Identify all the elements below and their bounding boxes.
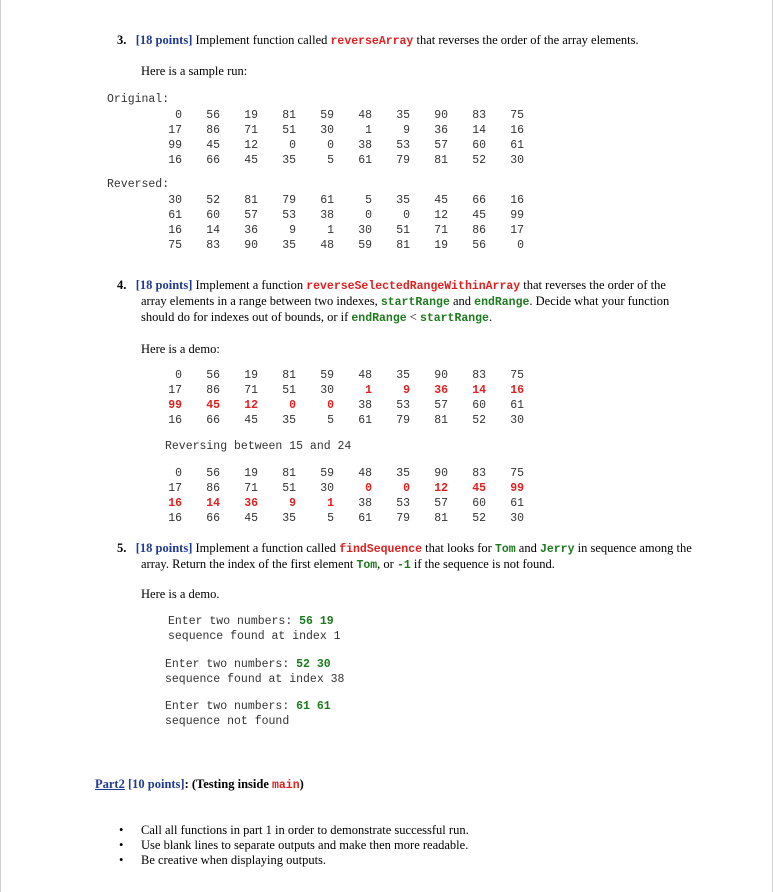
array-cell: 71 bbox=[434, 224, 448, 237]
question-text: , or bbox=[377, 557, 397, 571]
array-cell: 75 bbox=[510, 369, 524, 382]
array-cell: 0 bbox=[289, 399, 296, 412]
question-text: Implement a function bbox=[195, 278, 307, 292]
negative-one-keyword: -1 bbox=[396, 559, 411, 572]
array-cell: 86 bbox=[472, 224, 486, 237]
bullet-icon: • bbox=[119, 823, 124, 837]
array-cell: 99 bbox=[510, 482, 524, 495]
points-label: [18 points] bbox=[135, 541, 193, 555]
array-cell: 17 bbox=[168, 124, 182, 137]
start-range-keyword: startRange bbox=[380, 296, 450, 309]
array-cell: 45 bbox=[206, 139, 220, 152]
array-cell: 99 bbox=[510, 209, 524, 222]
array-cell: 0 bbox=[175, 467, 182, 480]
part2-title: Part2 bbox=[95, 777, 125, 791]
array-cell: 71 bbox=[244, 482, 258, 495]
less-than-sign: < bbox=[406, 310, 420, 324]
array-cell: 16 bbox=[168, 414, 182, 427]
array-cell: 9 bbox=[403, 384, 410, 397]
jerry-keyword: Jerry bbox=[539, 543, 575, 556]
array-cell: 61 bbox=[510, 139, 524, 152]
bullet-text: Call all functions in part 1 in order to demonstrate successful run. bbox=[141, 823, 469, 837]
array-cell: 75 bbox=[510, 109, 524, 122]
run-3-prompt bbox=[165, 700, 331, 713]
array-cell: 75 bbox=[168, 239, 182, 252]
array-cell: 81 bbox=[434, 414, 448, 427]
function-name: findSequence bbox=[339, 543, 423, 556]
array-cell: 12 bbox=[244, 139, 258, 152]
array-cell: 5 bbox=[327, 512, 334, 525]
array-cell: 45 bbox=[244, 414, 258, 427]
points-label: [10 points] bbox=[124, 777, 185, 791]
question-5-heading bbox=[117, 541, 692, 556]
array-cell: 53 bbox=[396, 399, 410, 412]
bullet-text: Be creative when displaying outputs. bbox=[141, 853, 327, 867]
function-name: reverseArray bbox=[330, 35, 414, 48]
array-cell: 38 bbox=[358, 497, 372, 510]
demo-label: Here is a demo. bbox=[141, 587, 220, 601]
array-cell: 81 bbox=[282, 369, 296, 382]
array-cell: 0 bbox=[403, 482, 410, 495]
array-cell: 35 bbox=[396, 109, 410, 122]
tom-keyword: Tom bbox=[494, 543, 516, 556]
function-name: reverseSelectedRangeWithinArray bbox=[306, 280, 521, 293]
array-cell: 1 bbox=[327, 497, 334, 510]
user-input: 56 19 bbox=[299, 615, 334, 628]
bullet-item bbox=[119, 853, 327, 868]
run-1-result: sequence found at index 1 bbox=[168, 630, 341, 643]
array-cell: 30 bbox=[510, 414, 524, 427]
bullet-item bbox=[119, 838, 469, 853]
user-input: 52 30 bbox=[296, 658, 331, 671]
array-cell: 83 bbox=[472, 109, 486, 122]
array-cell: 1 bbox=[365, 384, 372, 397]
prompt-text: Enter two numbers: bbox=[165, 700, 297, 713]
array-cell: 99 bbox=[168, 139, 182, 152]
array-cell: 57 bbox=[434, 139, 448, 152]
array-cell: 61 bbox=[358, 512, 372, 525]
question-text: that reverses the order of the array elements. bbox=[413, 33, 639, 47]
main-keyword: main bbox=[272, 779, 300, 792]
array-cell: 90 bbox=[434, 467, 448, 480]
array-cell: 9 bbox=[289, 497, 296, 510]
array-cell: 38 bbox=[358, 399, 372, 412]
array-cell: 36 bbox=[244, 224, 258, 237]
array-cell: 14 bbox=[472, 124, 486, 137]
array-cell: 52 bbox=[472, 512, 486, 525]
array-cell: 79 bbox=[282, 194, 296, 207]
question-3-heading bbox=[117, 33, 639, 48]
array-cell: 48 bbox=[320, 239, 334, 252]
array-cell: 81 bbox=[244, 194, 258, 207]
start-range-keyword: startRange bbox=[419, 312, 489, 325]
array-cell: 75 bbox=[510, 467, 524, 480]
array-cell: 9 bbox=[403, 124, 410, 137]
part2-heading bbox=[95, 777, 304, 792]
array-cell: 56 bbox=[206, 467, 220, 480]
array-cell: 1 bbox=[365, 124, 372, 137]
array-cell: 81 bbox=[282, 109, 296, 122]
array-cell: 1 bbox=[327, 224, 334, 237]
array-cell: 0 bbox=[289, 139, 296, 152]
array-cell: 17 bbox=[510, 224, 524, 237]
array-cell: 57 bbox=[434, 399, 448, 412]
array-cell: 45 bbox=[244, 154, 258, 167]
page-left-border bbox=[0, 0, 1, 892]
close-paren: ) bbox=[299, 777, 304, 791]
array-cell: 45 bbox=[434, 194, 448, 207]
question-text: should do for indexes out of bounds, or if bbox=[141, 310, 352, 324]
array-cell: 60 bbox=[472, 139, 486, 152]
original-label: Original: bbox=[107, 93, 170, 106]
array-cell: 86 bbox=[206, 482, 220, 495]
array-cell: 60 bbox=[206, 209, 220, 222]
array-cell: 5 bbox=[365, 194, 372, 207]
question-number: 5. bbox=[117, 541, 127, 555]
array-cell: 16 bbox=[168, 154, 182, 167]
array-cell: 61 bbox=[168, 209, 182, 222]
array-cell: 14 bbox=[206, 224, 220, 237]
array-cell: 48 bbox=[358, 467, 372, 480]
array-cell: 0 bbox=[175, 369, 182, 382]
array-cell: 52 bbox=[472, 154, 486, 167]
array-cell: 99 bbox=[168, 399, 182, 412]
array-cell: 52 bbox=[472, 414, 486, 427]
array-cell: 30 bbox=[320, 384, 334, 397]
array-cell: 56 bbox=[206, 109, 220, 122]
array-cell: 81 bbox=[434, 154, 448, 167]
before-array-grid bbox=[144, 368, 524, 428]
array-cell: 86 bbox=[206, 384, 220, 397]
array-cell: 35 bbox=[396, 194, 410, 207]
array-cell: 0 bbox=[327, 399, 334, 412]
reversed-array-grid bbox=[144, 193, 524, 253]
array-cell: 36 bbox=[244, 497, 258, 510]
array-cell: 90 bbox=[434, 369, 448, 382]
question-text: array elements in a range between two indexes, bbox=[141, 294, 381, 308]
array-cell: 35 bbox=[282, 512, 296, 525]
array-cell: 61 bbox=[358, 154, 372, 167]
array-cell: 81 bbox=[434, 512, 448, 525]
array-cell: 45 bbox=[244, 512, 258, 525]
question-number: 4. bbox=[117, 278, 127, 292]
question-text: array. Return the index of the first element bbox=[141, 557, 357, 571]
array-cell: 53 bbox=[396, 139, 410, 152]
array-cell: 83 bbox=[472, 369, 486, 382]
after-array-grid bbox=[144, 466, 524, 526]
array-cell: 56 bbox=[472, 239, 486, 252]
array-cell: 35 bbox=[396, 467, 410, 480]
run-1-prompt bbox=[168, 615, 334, 628]
array-cell: 38 bbox=[358, 139, 372, 152]
question-text: and bbox=[515, 541, 540, 555]
array-cell: 51 bbox=[282, 384, 296, 397]
array-cell: 59 bbox=[320, 369, 334, 382]
array-cell: 36 bbox=[434, 384, 448, 397]
array-cell: 14 bbox=[472, 384, 486, 397]
array-cell: 79 bbox=[396, 414, 410, 427]
array-cell: 30 bbox=[168, 194, 182, 207]
bullet-item bbox=[119, 823, 469, 838]
array-cell: 56 bbox=[206, 369, 220, 382]
question-text: . Decide what your function bbox=[529, 294, 670, 308]
array-cell: 0 bbox=[175, 109, 182, 122]
question-number: 3. bbox=[117, 33, 127, 47]
array-cell: 51 bbox=[396, 224, 410, 237]
question-text: that looks for bbox=[422, 541, 495, 555]
array-cell: 45 bbox=[472, 482, 486, 495]
array-cell: 66 bbox=[206, 154, 220, 167]
array-cell: 59 bbox=[358, 239, 372, 252]
bullet-icon: • bbox=[119, 838, 124, 852]
end-range-keyword: endRange bbox=[351, 312, 407, 325]
array-cell: 83 bbox=[472, 467, 486, 480]
array-cell: 19 bbox=[244, 109, 258, 122]
end-range-keyword: endRange bbox=[474, 296, 530, 309]
array-cell: 61 bbox=[510, 399, 524, 412]
array-cell: 16 bbox=[168, 224, 182, 237]
array-cell: 59 bbox=[320, 467, 334, 480]
array-cell: 53 bbox=[282, 209, 296, 222]
array-cell: 35 bbox=[396, 369, 410, 382]
array-cell: 79 bbox=[396, 154, 410, 167]
array-cell: 38 bbox=[320, 209, 334, 222]
run-3-result: sequence not found bbox=[165, 715, 290, 728]
array-cell: 60 bbox=[472, 497, 486, 510]
array-cell: 30 bbox=[358, 224, 372, 237]
question-text: that reverses the order of the bbox=[520, 278, 666, 292]
array-cell: 0 bbox=[403, 209, 410, 222]
array-cell: 90 bbox=[434, 109, 448, 122]
array-cell: 81 bbox=[396, 239, 410, 252]
bullet-text: Use blank lines to separate outputs and make then more readable. bbox=[141, 838, 469, 852]
array-cell: 66 bbox=[206, 414, 220, 427]
question-4-line-3 bbox=[141, 310, 492, 325]
demo-label: Here is a demo: bbox=[141, 342, 220, 356]
array-cell: 61 bbox=[510, 497, 524, 510]
array-cell: 16 bbox=[168, 512, 182, 525]
array-cell: 45 bbox=[206, 399, 220, 412]
array-cell: 19 bbox=[244, 467, 258, 480]
array-cell: 86 bbox=[206, 124, 220, 137]
array-cell: 35 bbox=[282, 414, 296, 427]
array-cell: 16 bbox=[510, 124, 524, 137]
array-cell: 16 bbox=[510, 384, 524, 397]
question-text: Implement a function called bbox=[195, 541, 340, 555]
array-cell: 35 bbox=[282, 239, 296, 252]
question-text: Implement function called bbox=[195, 33, 331, 47]
question-text: in sequence among the bbox=[574, 541, 692, 555]
part2-title-text: : (Testing inside bbox=[184, 777, 272, 791]
array-cell: 71 bbox=[244, 384, 258, 397]
array-cell: 5 bbox=[327, 154, 334, 167]
tom-keyword: Tom bbox=[356, 559, 378, 572]
points-label: [18 points] bbox=[135, 278, 193, 292]
array-cell: 16 bbox=[168, 497, 182, 510]
array-cell: 79 bbox=[396, 512, 410, 525]
array-cell: 0 bbox=[365, 209, 372, 222]
array-cell: 16 bbox=[510, 194, 524, 207]
sample-run-label: Here is a sample run: bbox=[141, 64, 248, 78]
array-cell: 17 bbox=[168, 384, 182, 397]
array-cell: 30 bbox=[320, 124, 334, 137]
array-cell: 66 bbox=[472, 194, 486, 207]
array-cell: 30 bbox=[510, 154, 524, 167]
array-cell: 71 bbox=[244, 124, 258, 137]
array-cell: 30 bbox=[510, 512, 524, 525]
run-2-result: sequence found at index 38 bbox=[165, 673, 345, 686]
reversing-range-text: Reversing between 15 and 24 bbox=[165, 440, 352, 453]
array-cell: 0 bbox=[517, 239, 524, 252]
array-cell: 59 bbox=[320, 109, 334, 122]
bullet-icon: • bbox=[119, 853, 124, 867]
user-input: 61 61 bbox=[296, 700, 331, 713]
question-4-heading bbox=[117, 278, 666, 293]
array-cell: 48 bbox=[358, 369, 372, 382]
array-cell: 81 bbox=[282, 467, 296, 480]
prompt-text: Enter two numbers: bbox=[168, 615, 300, 628]
array-cell: 17 bbox=[168, 482, 182, 495]
array-cell: 66 bbox=[206, 512, 220, 525]
array-cell: 90 bbox=[244, 239, 258, 252]
array-cell: 53 bbox=[396, 497, 410, 510]
array-cell: 45 bbox=[472, 209, 486, 222]
question-text: and bbox=[449, 294, 475, 308]
array-cell: 57 bbox=[434, 497, 448, 510]
array-cell: 9 bbox=[289, 224, 296, 237]
array-cell: 51 bbox=[282, 482, 296, 495]
array-cell: 35 bbox=[282, 154, 296, 167]
array-cell: 12 bbox=[434, 482, 448, 495]
array-cell: 12 bbox=[434, 209, 448, 222]
question-text: if the sequence is not found. bbox=[410, 557, 555, 571]
question-4-line-2 bbox=[141, 294, 669, 309]
array-cell: 0 bbox=[327, 139, 334, 152]
array-cell: 61 bbox=[358, 414, 372, 427]
array-cell: 52 bbox=[206, 194, 220, 207]
array-cell: 12 bbox=[244, 399, 258, 412]
original-array-grid bbox=[144, 108, 524, 168]
array-cell: 19 bbox=[244, 369, 258, 382]
reversed-label: Reversed: bbox=[107, 178, 170, 191]
array-cell: 57 bbox=[244, 209, 258, 222]
array-cell: 60 bbox=[472, 399, 486, 412]
array-cell: 61 bbox=[320, 194, 334, 207]
question-5-line-2 bbox=[141, 557, 555, 572]
array-cell: 30 bbox=[320, 482, 334, 495]
run-2-prompt bbox=[165, 658, 331, 671]
array-cell: 0 bbox=[365, 482, 372, 495]
array-cell: 48 bbox=[358, 109, 372, 122]
points-label: [18 points] bbox=[135, 33, 193, 47]
array-cell: 19 bbox=[434, 239, 448, 252]
array-cell: 51 bbox=[282, 124, 296, 137]
array-cell: 14 bbox=[206, 497, 220, 510]
period: . bbox=[488, 310, 493, 324]
array-cell: 5 bbox=[327, 414, 334, 427]
array-cell: 83 bbox=[206, 239, 220, 252]
prompt-text: Enter two numbers: bbox=[165, 658, 297, 671]
array-cell: 36 bbox=[434, 124, 448, 137]
